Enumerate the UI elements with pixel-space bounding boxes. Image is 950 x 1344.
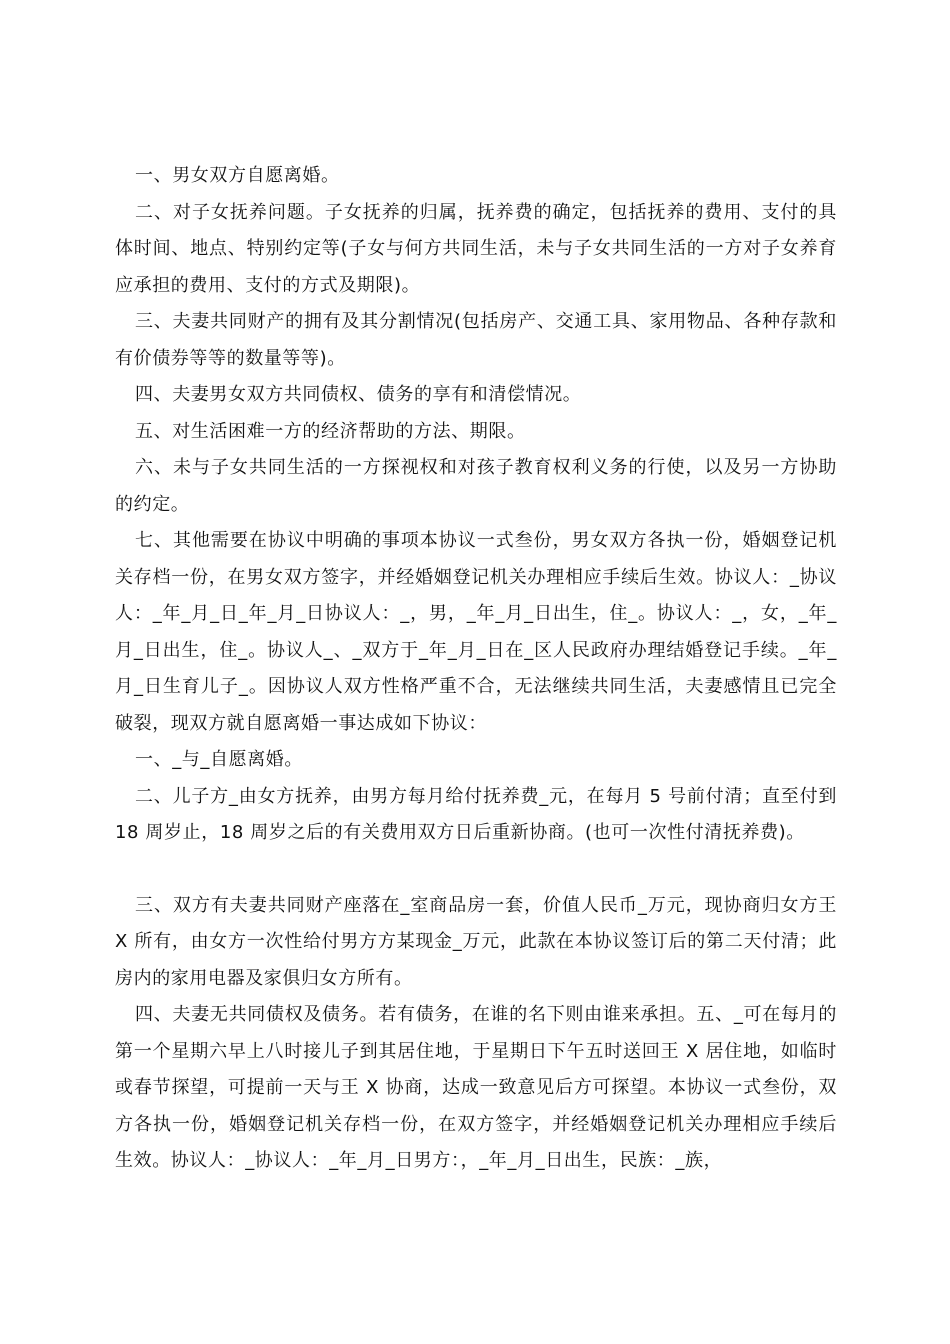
paragraph-10: 三、双方有夫妻共同财产座落在_室商品房一套，价值人民币_万元，现协商归女方王 X 所有，由女方一次性给付男方方某现金_万元，此款在本协议签订后的第二天付清；此房内的家用电器及家俱归女方所有。 — [115, 894, 837, 989]
paragraph-5: 五、对生活困难一方的经济帮助的方法、期限。 — [135, 420, 526, 442]
document-body — [115, 158, 837, 1180]
paragraph-4: 四、夫妻男女双方共同债权、债务的享有和清偿情况。 — [135, 384, 582, 405]
paragraph-3: 三、夫妻共同财产的拥有及其分割情况(包括房产、交通工具、家用物品、各种存款和有价债券等等的数量等等)。 — [115, 311, 837, 369]
paragraph-7: 七、其他需要在协议中明确的事项本协议一式叁份，男女双方各执一份，婚姻登记机关存档一份，在男女双方签字，并经婚姻登记机关办理相应手续后生效。协议人：_协议人：_年_月_日_年_月_日协议人：_，男，_年_月_日出生，住_。协议人：_，女，_年_月_日出生，住_。协议人_、_双方于_年_月_日在_区人民政府办理结婚登记手续。_年_月_日生育儿子_。因协议人双方性格严重不合，无法继续共同生活，夫妻感情且已完全破裂，现双方就自愿离婚一事达成如下协议： — [115, 530, 837, 734]
paragraph-1: 一、男女双方自愿离婚。 — [135, 165, 340, 186]
paragraph-6: 六、未与子女共同生活的一方探视权和对孩子教育权利义务的行使，以及另一方协助的约定。 — [115, 457, 837, 515]
paragraph-11: 四、夫妻无共同债权及债务。若有债务，在谁的名下则由谁来承担。五、_可在每月的第一个星期六早上八时接儿子到其居住地，于星期日下午五时送回王 X 居住地，如临时或春节探望，可提前一天与王 X 协商，达成一致意见后方可探望。本协议一式叁份，双方各执一份，婚姻登记机关存档一份，在双方签字，并经婚姻登记机关办理相应手续后生效。协议人：_协议人：_年_月_日男方：，_年_月_日出生，民族：_族， — [115, 1004, 837, 1171]
paragraph-2: 二、对子女抚养问题。子女抚养的归属，抚养费的确定，包括抚养的费用、支付的具体时间、地点、特别约定等(子女与何方共同生活，未与子女共同生活的一方对子女养育应承担的费用、支付的方式及期限)。 — [115, 201, 837, 296]
paragraph-8: 一、_与_自愿离婚。 — [135, 749, 303, 770]
paragraph-9: 二、儿子方_由女方抚养，由男方每月给付抚养费_元，在每月 5 号前付清；直至付到 18 周岁止，18 周岁之后的有关费用双方日后重新协商。(也可一次性付清抚养费)。 — [115, 785, 837, 843]
